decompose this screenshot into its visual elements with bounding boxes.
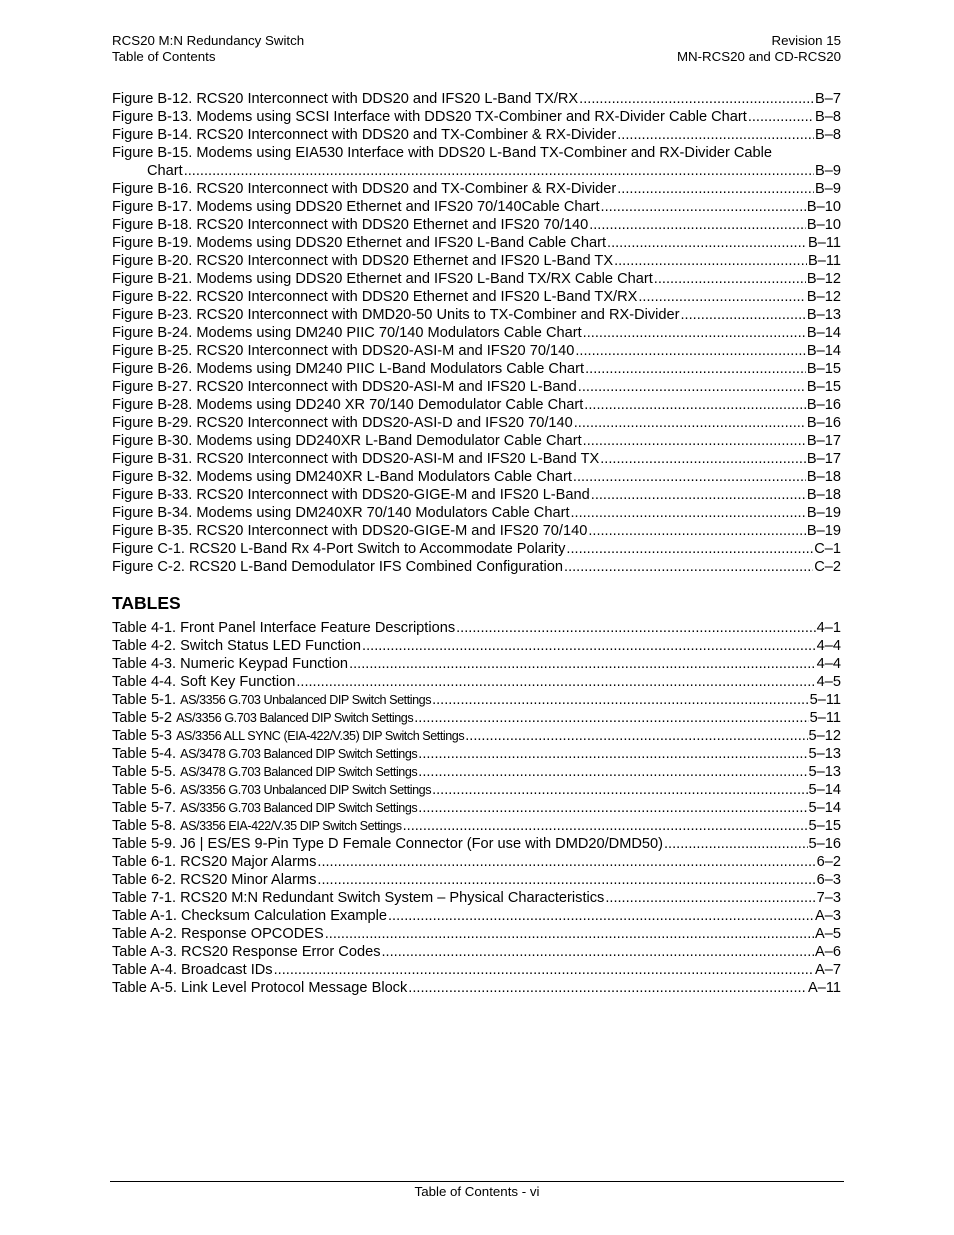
toc-entry-page: 5–16 [808,836,841,852]
dot-leader [349,655,816,673]
toc-entry-page: C–2 [814,559,841,575]
dot-leader [585,360,806,378]
toc-entry-label: Table 5-1. [112,692,177,708]
toc-entry-page: B–13 [806,307,841,323]
dot-leader [591,486,806,504]
dot-leader [588,522,806,540]
toc-entry-page: 4–4 [816,638,841,654]
toc-entry-page: 5–13 [808,746,841,762]
toc-entry[interactable] [112,799,841,817]
toc-entry[interactable] [112,288,841,306]
toc-entry-page: B–10 [806,199,841,215]
toc-entry-page: B–19 [806,505,841,521]
toc-entry[interactable] [112,925,841,943]
toc-entry-label: Figure B-12. RCS20 Interconnect with DDS20 and IFS20 L-Band TX/RX [112,91,579,107]
toc-entry-label: Figure B-25. RCS20 Interconnect with DDS20-ASI-M and IFS20 70/140 [112,343,575,359]
toc-entry-label: Table 6-1. RCS20 Major Alarms [112,854,317,870]
toc-entry-label: Figure B-34. Modems using DM240XR 70/140 Modulators Cable Chart [112,505,570,521]
toc-entry-page: A–6 [815,944,841,960]
toc-entry-label: Figure B-17. Modems using DDS20 Ethernet and IFS20 70/140Cable Chart [112,199,600,215]
toc-entry-caption: AS/3356 G.703 Unbalanced DIP Switch Settings [180,783,432,797]
dot-leader [317,871,815,889]
toc-entry-label: Table A-1. Checksum Calculation Example [112,908,387,924]
toc-entry-label: Figure B-24. Modems using DM240 PIIC 70/140 Modulators Cable Chart [112,325,582,341]
dot-leader [571,504,806,522]
toc-entry-page: B–8 [815,127,841,143]
dot-leader [601,198,806,216]
toc-entry-label: Table 5-2 [112,710,173,726]
toc-entry[interactable] [112,504,841,522]
footer-rule [110,1181,844,1182]
toc-entry-caption: AS/3356 G.703 Unbalanced DIP Switch Settings [180,693,432,707]
toc-entry-label: Figure B-28. Modems using DD240 XR 70/140 Demodulator Cable Chart [112,397,584,413]
toc-entry[interactable] [112,414,841,432]
toc-entry-page: C–1 [814,541,841,557]
toc-entry-caption: AS/3356 G.703 Balanced DIP Switch Settings [180,801,418,815]
toc-entry-page: B–12 [806,271,841,287]
toc-entry-caption: AS/3356 ALL SYNC (EIA-422/V.35) DIP Switch Settings [176,729,465,743]
toc-entry-caption: AS/3356 G.703 Balanced DIP Switch Settings [176,711,414,725]
toc-entry-label: Table 4-3. Numeric Keypad Function [112,656,349,672]
toc-entry[interactable] [112,450,841,468]
toc-entry-label: Table 6-2. RCS20 Minor Alarms [112,872,317,888]
toc-entry-caption: AS/3356 EIA-422/V.35 DIP Switch Settings [180,819,402,833]
toc-entry-page: B–17 [806,433,841,449]
page-header-left [112,33,304,65]
dot-leader [579,90,814,108]
toc-entry-label: Table 5-4. [112,746,177,762]
toc-entry[interactable] [112,270,841,288]
toc-entry-label: Figure B-18. RCS20 Interconnect with DDS20 Ethernet and IFS20 70/140 [112,217,589,233]
toc-entry-page: B–7 [815,91,841,107]
toc-entry-label: Figure B-20. RCS20 Interconnect with DDS20 Ethernet and IFS20 L-Band TX [112,253,614,269]
dot-leader [614,252,807,270]
toc-entry-label: Table 5-7. [112,800,177,816]
toc-entry-page: 5–15 [808,818,841,834]
toc-entry[interactable] [112,180,841,198]
figures-list [112,90,841,576]
toc-entry[interactable] [112,252,841,270]
toc-entry-label: Figure B-31. RCS20 Interconnect with DDS20-ASI-M and IFS20 L-Band TX [112,451,600,467]
dot-leader [654,270,806,288]
toc-entry-label: Table 4-2. Switch Status LED Function [112,638,362,654]
toc-entry[interactable] [112,198,841,216]
toc-entry-label: Figure B-21. Modems using DDS20 Ethernet and IFS20 L-Band TX/RX Cable Chart [112,271,653,287]
dot-leader [589,216,806,234]
toc-entry-page: B–14 [806,343,841,359]
toc-entry-page: B–16 [806,415,841,431]
tables-heading: TABLES [112,593,181,613]
toc-entry[interactable] [112,673,841,691]
toc-entry-label: Figure B-14. RCS20 Interconnect with DDS20 and TX-Combiner & RX-Divider [112,127,617,143]
page-header-right [677,33,841,65]
dot-leader [664,835,808,853]
toc-entry-label: Figure B-19. Modems using DDS20 Ethernet and IFS20 L-Band Cable Chart [112,235,607,251]
toc-entry-label: Table A-2. Response OPCODES [112,926,324,942]
toc-entry-label: Figure B-13. Modems using SCSI Interface with DDS20 TX-Combiner and RX-Divider Cable Chart [112,109,747,125]
toc-entry-label: Table 5-9. J6 | ES/ES 9-Pin Type D Female Connector (For use with DMD20/DMD50) [112,836,663,852]
toc-entry[interactable] [112,691,841,709]
dot-leader [382,943,815,961]
toc-entry[interactable] [112,745,841,763]
toc-entry[interactable] [112,558,841,576]
toc-entry-label: Figure B-23. RCS20 Interconnect with DMD20-50 Units to TX-Combiner and RX-Divider [112,307,680,323]
toc-entry-label: Figure B-35. RCS20 Interconnect with DDS20-GIGE-M and IFS20 70/140 [112,523,588,539]
dot-leader [617,126,814,144]
toc-entry[interactable] [112,817,841,835]
header-section-name: Table of Contents [112,49,216,64]
toc-entry[interactable] [112,619,841,637]
toc-entry-page: B–10 [806,217,841,233]
toc-entry[interactable] [112,637,841,655]
toc-entry-label: Figure C-1. RCS20 L-Band Rx 4-Port Switch to Accommodate Polarity [112,541,566,557]
dot-leader [418,745,807,763]
toc-entry-label-continued: Chart [147,163,183,179]
toc-entry-page: 4–4 [816,656,841,672]
toc-entry-page: B–8 [815,109,841,125]
toc-entry-label: Table 7-1. RCS20 M:N Redundant Switch System – Physical Characteristics [112,890,605,906]
toc-entry-page: 5–11 [809,710,841,726]
toc-entry-label: Table 5-5. [112,764,177,780]
toc-entry-label: Table 5-3 [112,728,173,744]
dot-leader [388,907,814,925]
page-footer: Table of Contents - vi [414,1184,540,1199]
toc-body [112,90,841,997]
toc-entry-label: Figure B-22. RCS20 Interconnect with DDS20 Ethernet and IFS20 L-Band TX/RX [112,289,638,305]
toc-entry[interactable] [112,306,841,324]
toc-entry[interactable] [112,432,841,450]
toc-entry-page: B–11 [808,235,841,251]
dot-leader [607,234,807,252]
toc-entry-label: Figure B-26. Modems using DM240 PIIC L-Band Modulators Cable Chart [112,361,585,377]
toc-entry[interactable] [112,234,841,252]
toc-entry[interactable] [112,540,841,558]
dot-leader [584,396,806,414]
toc-entry-page: 4–1 [816,620,841,636]
toc-entry-label: Figure B-30. Modems using DD240XR L-Band Demodulator Cable Chart [112,433,582,449]
toc-entry[interactable] [112,342,841,360]
toc-entry-label: Figure B-16. RCS20 Interconnect with DDS20 and TX-Combiner & RX-Divider [112,181,617,197]
dot-leader [573,468,806,486]
toc-entry-label: Figure C-2. RCS20 L-Band Demodulator IFS Combined Configuration [112,559,564,575]
dot-leader [583,432,806,450]
toc-entry[interactable] [112,763,841,781]
toc-entry[interactable] [112,522,841,540]
toc-entry-label: Figure B-32. Modems using DM240XR L-Band Modulators Cable Chart [112,469,572,485]
dot-leader [578,378,806,396]
toc-entry-page: B–11 [808,253,841,269]
toc-entry-page: B–12 [806,289,841,305]
toc-entry[interactable] [112,324,841,342]
toc-entry-page: 5–11 [809,692,841,708]
toc-entry-label: Table 4-1. Front Panel Interface Feature Descriptions [112,620,456,636]
toc-entry[interactable] [112,727,841,745]
toc-entry[interactable] [112,108,841,126]
toc-entry[interactable] [112,943,841,961]
tables-list [112,619,841,997]
dot-leader [638,288,806,306]
toc-entry[interactable] [112,835,841,853]
toc-entry-page: B–9 [815,181,841,197]
toc-entry-label: Table A-3. RCS20 Response Error Codes [112,944,381,960]
toc-entry[interactable] [112,889,841,907]
toc-entry[interactable] [112,90,841,108]
toc-entry-page: A–7 [815,962,841,978]
dot-leader [418,799,807,817]
toc-entry[interactable] [112,396,841,414]
toc-entry-page: B–17 [806,451,841,467]
toc-entry-page: 5–14 [808,800,841,816]
dot-leader [184,162,814,180]
toc-entry-page: B–14 [806,325,841,341]
toc-entry-label: Table A-4. Broadcast IDs [112,962,273,978]
toc-entry-label: Table 5-6. [112,782,177,798]
dot-leader [296,673,815,691]
dot-leader [748,108,814,126]
dot-leader [317,853,815,871]
toc-entry-page: B–15 [806,379,841,395]
toc-entry-page: B–19 [806,523,841,539]
dot-leader [605,889,815,907]
toc-entry[interactable] [112,126,841,144]
dot-leader [456,619,816,637]
dot-leader [600,450,806,468]
toc-entry-page: B–9 [815,163,841,179]
dot-leader [362,637,816,655]
toc-entry[interactable] [112,961,841,979]
toc-entry-page: A–5 [815,926,841,942]
toc-entry-page: B–18 [806,487,841,503]
toc-entry-label: Figure B-29. RCS20 Interconnect with DDS20-ASI-D and IFS20 70/140 [112,415,573,431]
dot-leader [408,979,807,997]
toc-entry[interactable] [112,853,841,871]
toc-entry-label: Table 5-8. [112,818,177,834]
dot-leader [575,342,806,360]
dot-leader [564,558,813,576]
dot-leader [403,817,808,835]
header-document-title: RCS20 M:N Redundancy Switch [112,33,305,48]
toc-entry-caption: AS/3478 G.703 Balanced DIP Switch Settings [180,765,418,779]
toc-entry-page: B–18 [806,469,841,485]
toc-entry-caption: AS/3478 G.703 Balanced DIP Switch Settings [180,747,418,761]
toc-entry[interactable] [112,907,841,925]
toc-entry-page: B–15 [806,361,841,377]
toc-entry-page: 4–5 [816,674,841,690]
toc-entry[interactable] [112,979,841,997]
toc-entry[interactable] [112,216,841,234]
toc-entry[interactable] [112,486,841,504]
toc-entry-page: 7–3 [816,890,841,906]
dot-leader [274,961,814,979]
toc-entry-label: Figure B-33. RCS20 Interconnect with DDS20-GIGE-M and IFS20 L-Band [112,487,590,503]
dot-leader [432,781,807,799]
dot-leader [414,709,808,727]
toc-entry-page: B–16 [806,397,841,413]
dot-leader [681,306,806,324]
dot-leader [617,180,814,198]
toc-entry[interactable] [112,709,841,727]
toc-entry-label: Figure B-27. RCS20 Interconnect with DDS20-ASI-M and IFS20 L-Band [112,379,577,395]
toc-entry-page: 5–12 [808,728,841,744]
toc-entry-page: 5–13 [808,764,841,780]
toc-entry-page: A–11 [808,980,841,996]
toc-entry-label: Table A-5. Link Level Protocol Message Block [112,980,408,996]
dot-leader [566,540,813,558]
header-revision: Revision 15 [771,33,841,48]
toc-entry[interactable] [112,378,841,396]
dot-leader [325,925,814,943]
toc-entry[interactable] [112,468,841,486]
toc-entry-page: 5–14 [808,782,841,798]
toc-entry-label[interactable]: Figure B-15. Modems using EIA530 Interface with DDS20 L-Band TX-Combiner and RX-Divider Cable [112,145,772,161]
dot-leader [465,727,807,745]
toc-entry-page: A–3 [815,908,841,924]
toc-entry-page: 6–3 [816,872,841,888]
toc-entry-page: 6–2 [816,854,841,870]
toc-entry-label: Table 4-4. Soft Key Function [112,674,296,690]
dot-leader [583,324,806,342]
dot-leader [574,414,806,432]
toc-entry[interactable] [112,871,841,889]
toc-entry[interactable] [112,360,841,378]
header-document-number: MN-RCS20 and CD-RCS20 [676,49,841,64]
toc-entry[interactable] [112,655,841,673]
dot-leader [418,763,807,781]
toc-entry[interactable] [112,162,841,180]
toc-entry[interactable] [112,781,841,799]
dot-leader [432,691,809,709]
